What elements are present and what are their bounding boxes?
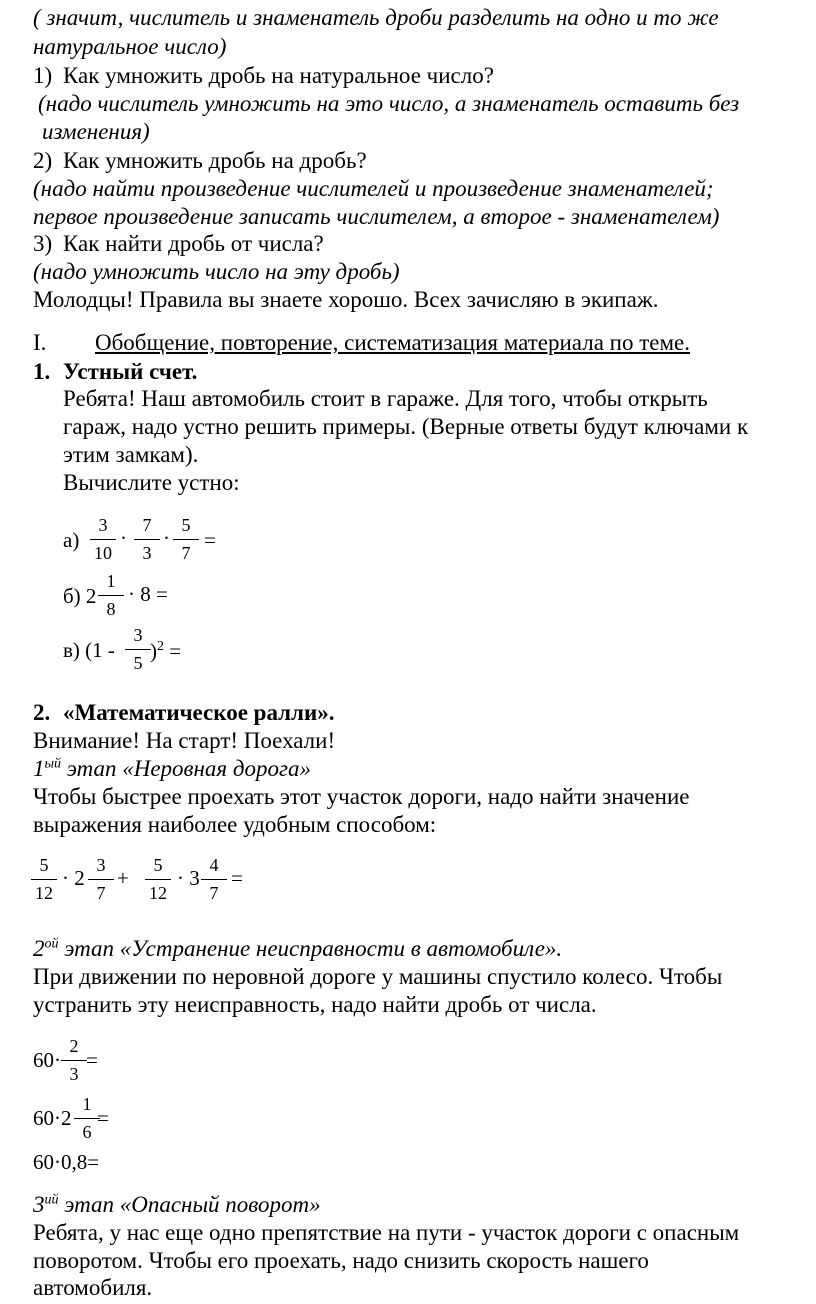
rally-number: 2. bbox=[33, 700, 51, 725]
expression-prefix: 60·2 bbox=[33, 1106, 72, 1130]
stage-1-paragraph-line-1: Чтобы быстрее проехать этот участок дороги, надо найти значение bbox=[33, 784, 690, 809]
fraction-numerator: 4 bbox=[209, 855, 219, 875]
fraction-bar bbox=[145, 879, 171, 880]
equals-sign: = bbox=[169, 639, 182, 663]
example-b-rest: · 8 = bbox=[128, 582, 168, 606]
stage-2-paragraph-line-2: устранить эту неисправность, надо найти дробь от числа. bbox=[33, 992, 597, 1017]
fraction-numerator: 1 bbox=[82, 1094, 92, 1114]
fraction-numerator: 3 bbox=[133, 625, 143, 645]
fraction-denominator: 10 bbox=[94, 543, 112, 563]
multiply-sign: · bbox=[120, 526, 127, 550]
question-3-number: 3) bbox=[33, 231, 53, 256]
fraction-denominator: 3 bbox=[142, 543, 152, 563]
fraction-numerator: 7 bbox=[142, 515, 152, 535]
stage-3-paragraph-line-2: поворотом. Чтобы его проехать, надо снизить скорость нашего bbox=[33, 1248, 649, 1273]
stage-1-number: 1 bbox=[33, 756, 45, 781]
fraction-bar bbox=[61, 1060, 87, 1061]
fraction-denominator: 3 bbox=[69, 1064, 79, 1084]
example-a-fraction-1 bbox=[88, 516, 118, 564]
stage-1-operator-1: · 2 bbox=[62, 866, 85, 890]
stage-2-expression-3: 60·0,8= bbox=[33, 1150, 100, 1174]
stage-1-fraction-2 bbox=[86, 856, 116, 904]
fraction-bar bbox=[201, 879, 227, 880]
fraction-bar bbox=[31, 879, 57, 880]
intro-line-1: ( значит, числитель и знаменатель дроби разделить на одно и то же bbox=[33, 5, 719, 30]
stage-2-suffix: ой bbox=[44, 936, 59, 952]
answer-1-line-1: (надо числитель умножить на это число, а знаменатель оставить без bbox=[38, 91, 740, 116]
fraction-bar bbox=[90, 539, 116, 540]
oral-title: Устный счет. bbox=[63, 359, 198, 384]
example-b-fraction bbox=[96, 572, 126, 620]
intro-line-2: натуральное число) bbox=[33, 34, 227, 59]
stage-3-heading bbox=[33, 1193, 321, 1216]
stage-1-suffix: ый bbox=[44, 756, 61, 772]
fraction-bar bbox=[98, 595, 124, 596]
equals-sign: = bbox=[86, 1048, 98, 1072]
fraction-numerator: 1 bbox=[106, 571, 116, 591]
example-c-fraction bbox=[123, 626, 153, 674]
section-number: I. bbox=[33, 330, 47, 355]
stage-1-title: этап «Неровная дорога» bbox=[66, 756, 311, 781]
example-a-label: а) bbox=[63, 528, 80, 552]
fraction-denominator: 6 bbox=[82, 1122, 92, 1142]
example-b-label: б) 2 bbox=[63, 584, 97, 608]
fraction-numerator: 3 bbox=[98, 515, 108, 535]
fraction-numerator: 5 bbox=[153, 855, 163, 875]
stage-1-heading bbox=[33, 757, 311, 780]
oral-paragraph-line-3: этим замкам). bbox=[63, 442, 199, 467]
equals-sign: = bbox=[97, 1106, 109, 1130]
stage-2-number: 2 bbox=[33, 936, 45, 961]
expression-prefix: 60· bbox=[33, 1048, 61, 1072]
stage-1-fraction-1 bbox=[29, 856, 59, 904]
stage-1-operator-2: · 3 bbox=[177, 866, 200, 890]
fraction-bar bbox=[134, 539, 160, 540]
stage-3-paragraph-line-1: Ребята, у нас еще одно препятствие на пути - участок дороги с опасным bbox=[33, 1220, 740, 1245]
fraction-denominator: 12 bbox=[149, 883, 167, 903]
example-a-fraction-3 bbox=[171, 516, 201, 564]
question-1-number: 1) bbox=[33, 63, 53, 88]
stage-2-heading bbox=[33, 937, 562, 960]
fraction-denominator: 12 bbox=[35, 883, 53, 903]
stage-2-fraction-1 bbox=[59, 1037, 89, 1085]
stage-3-number: 3 bbox=[33, 1192, 45, 1217]
fraction-numerator: 2 bbox=[69, 1036, 79, 1056]
stage-3-title: этап «Опасный поворот» bbox=[64, 1192, 321, 1217]
fraction-bar bbox=[125, 649, 151, 650]
close-paren: ) bbox=[150, 639, 157, 663]
example-a-fraction-2 bbox=[132, 516, 162, 564]
rally-start: Внимание! На старт! Поехали! bbox=[33, 728, 336, 753]
answer-2-line-1: (надо найти произведение числителей и произведение знаменателей; bbox=[33, 176, 714, 201]
oral-paragraph-line-2: гараж, надо устно решить примеры. (Верные ответы будут ключами к bbox=[63, 414, 749, 439]
fraction-numerator: 5 bbox=[39, 855, 49, 875]
question-2: Как умножить дробь на дробь? bbox=[63, 148, 367, 173]
stage-3-suffix: ий bbox=[44, 1192, 59, 1208]
answer-3: (надо умножить число на эту дробь) bbox=[33, 259, 400, 284]
fraction-numerator: 3 bbox=[96, 855, 106, 875]
fraction-denominator: 8 bbox=[106, 599, 116, 619]
praise-text: Молодцы! Правила вы знаете хорошо. Всех зачисляю в экипаж. bbox=[33, 287, 659, 312]
plus-sign: + bbox=[117, 866, 129, 890]
oral-number: 1. bbox=[33, 359, 51, 384]
multiply-sign: · bbox=[163, 526, 170, 550]
rally-title: «Математическое ралли». bbox=[63, 700, 335, 725]
example-c-label: в) (1 - bbox=[63, 638, 115, 662]
question-3: Как найти дробь от числа? bbox=[63, 231, 324, 256]
equals-sign: = bbox=[204, 528, 216, 552]
fraction-denominator: 5 bbox=[133, 653, 143, 673]
answer-2-line-2: первое произведение записать числителем, а второе - знаменателем) bbox=[33, 204, 720, 229]
section-title: Обобщение, повторение, систематизация материала по теме. bbox=[95, 330, 690, 355]
stage-1-paragraph-line-2: выражения наиболее удобным способом: bbox=[33, 812, 437, 837]
fraction-bar bbox=[88, 879, 114, 880]
fraction-bar bbox=[173, 539, 199, 540]
stage-2-paragraph-line-1: При движении по неровной дороге у машины спустило колесо. Чтобы bbox=[33, 964, 723, 989]
question-1: Как умножить дробь на натуральное число? bbox=[63, 63, 494, 88]
stage-2-title: этап «Устранение неисправности в автомобиле». bbox=[64, 936, 563, 961]
answer-1-line-2: изменения) bbox=[42, 119, 150, 144]
oral-paragraph-line-1: Ребята! Наш автомобиль стоит в гараже. Для того, чтобы открыть bbox=[63, 386, 708, 411]
stage-1-fraction-3 bbox=[143, 856, 173, 904]
fraction-numerator: 5 bbox=[181, 515, 191, 535]
example-c-close bbox=[150, 640, 181, 662]
stage-1-fraction-4 bbox=[199, 856, 229, 904]
oral-instruction: Вычислите устно: bbox=[63, 470, 240, 495]
question-2-number: 2) bbox=[33, 148, 53, 173]
fraction-denominator: 7 bbox=[96, 883, 106, 903]
equals-sign: = bbox=[231, 866, 243, 890]
fraction-denominator: 7 bbox=[181, 543, 191, 563]
exponent: 2 bbox=[157, 639, 164, 654]
stage-3-paragraph-line-3: автомобиля. bbox=[33, 1275, 153, 1300]
fraction-denominator: 7 bbox=[209, 883, 219, 903]
